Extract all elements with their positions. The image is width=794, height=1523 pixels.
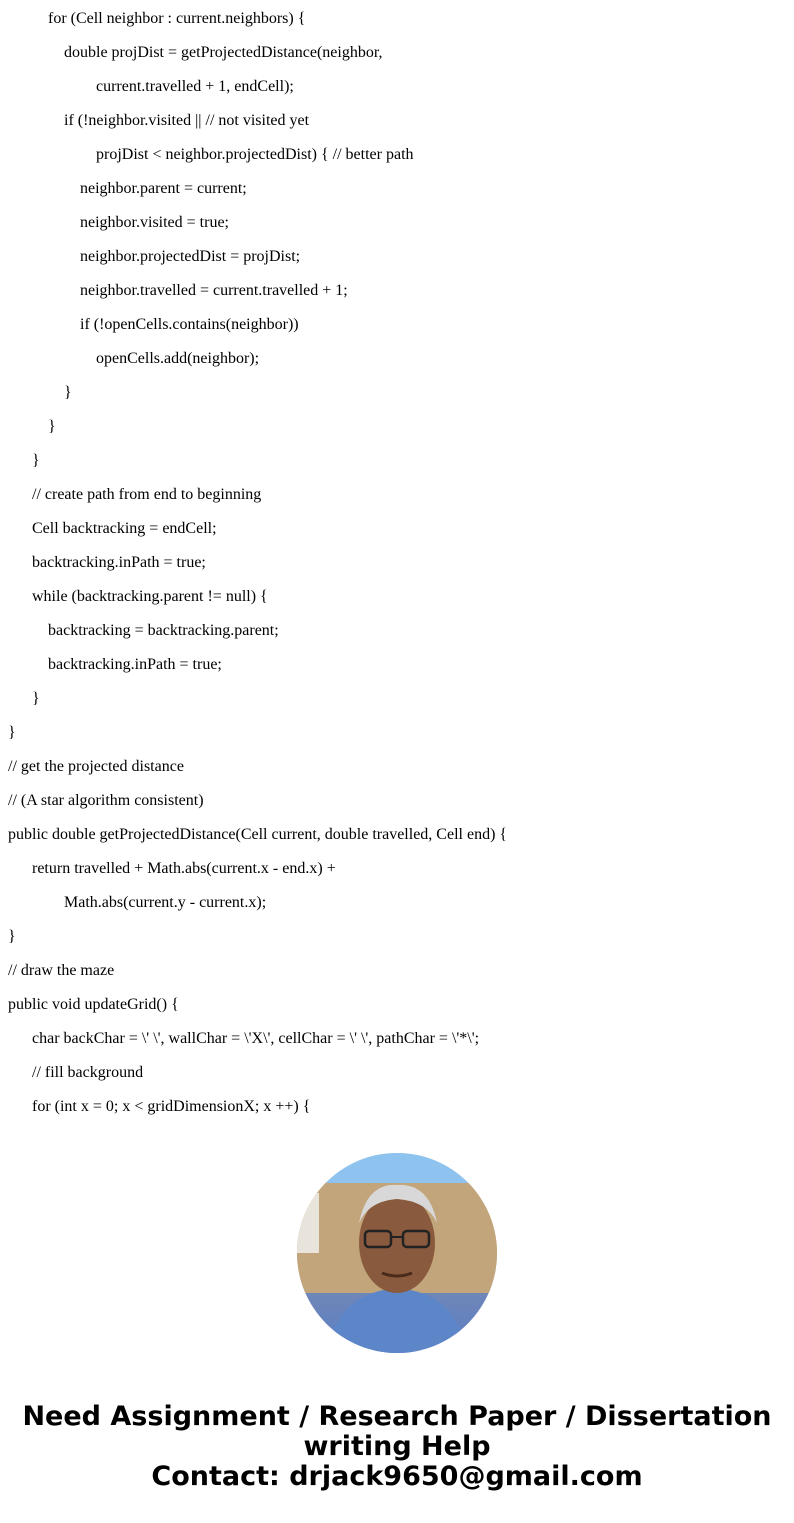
author-avatar (297, 1153, 497, 1353)
code-line: public void updateGrid() { (8, 996, 179, 1013)
code-line: } (48, 418, 56, 435)
code-line: for (int x = 0; x < gridDimensionX; x ++) { (32, 1098, 311, 1115)
code-line: double projDist = getProjectedDistance(neighbor, (64, 44, 383, 61)
code-line: backtracking.inPath = true; (48, 656, 222, 673)
code-line: } (32, 690, 40, 707)
code-line: for (Cell neighbor : current.neighbors) { (48, 10, 306, 27)
code-line: projDist < neighbor.projectedDist) { // better path (96, 146, 414, 163)
code-line: } (32, 452, 40, 469)
code-line: neighbor.travelled = current.travelled + 1; (80, 282, 348, 299)
code-line: } (8, 724, 16, 741)
code-line: backtracking.inPath = true; (32, 554, 206, 571)
contact-footer (0, 1402, 794, 1492)
code-line: while (backtracking.parent != null) { (32, 588, 268, 605)
code-line: return travelled + Math.abs(current.x - end.x) + (32, 860, 336, 877)
code-line: neighbor.parent = current; (80, 180, 247, 197)
code-line: current.travelled + 1, endCell); (96, 78, 294, 95)
code-line: Math.abs(current.y - current.x); (64, 894, 267, 911)
code-line: // draw the maze (8, 962, 115, 979)
footer-contact: Contact: drjack9650@gmail.com (151, 1461, 643, 1492)
code-line: backtracking = backtracking.parent; (48, 622, 279, 639)
code-line: // fill background (32, 1064, 144, 1081)
code-line: neighbor.projectedDist = projDist; (80, 248, 301, 265)
code-line: char backChar = \' \', wallChar = \'X\', cellChar = \' \', pathChar = \'*\'; (32, 1030, 480, 1047)
person-photo-icon (297, 1153, 497, 1353)
code-line: // (A star algorithm consistent) (8, 792, 204, 809)
code-line: // get the projected distance (8, 758, 184, 775)
code-line: if (!neighbor.visited || // not visited yet (64, 112, 310, 129)
footer-subheadline: writing Help (303, 1431, 491, 1462)
footer-headline: Need Assignment / Research Paper / Dissertation (22, 1401, 772, 1432)
code-line: public double getProjectedDistance(Cell current, double travelled, Cell end) { (8, 826, 508, 843)
code-line: neighbor.visited = true; (80, 214, 229, 231)
code-line: } (64, 384, 72, 401)
code-line: openCells.add(neighbor); (96, 350, 260, 367)
code-line: if (!openCells.contains(neighbor)) (80, 316, 299, 333)
code-line: // create path from end to beginning (32, 486, 262, 503)
code-line: Cell backtracking = endCell; (32, 520, 217, 537)
code-line: } (8, 928, 16, 945)
